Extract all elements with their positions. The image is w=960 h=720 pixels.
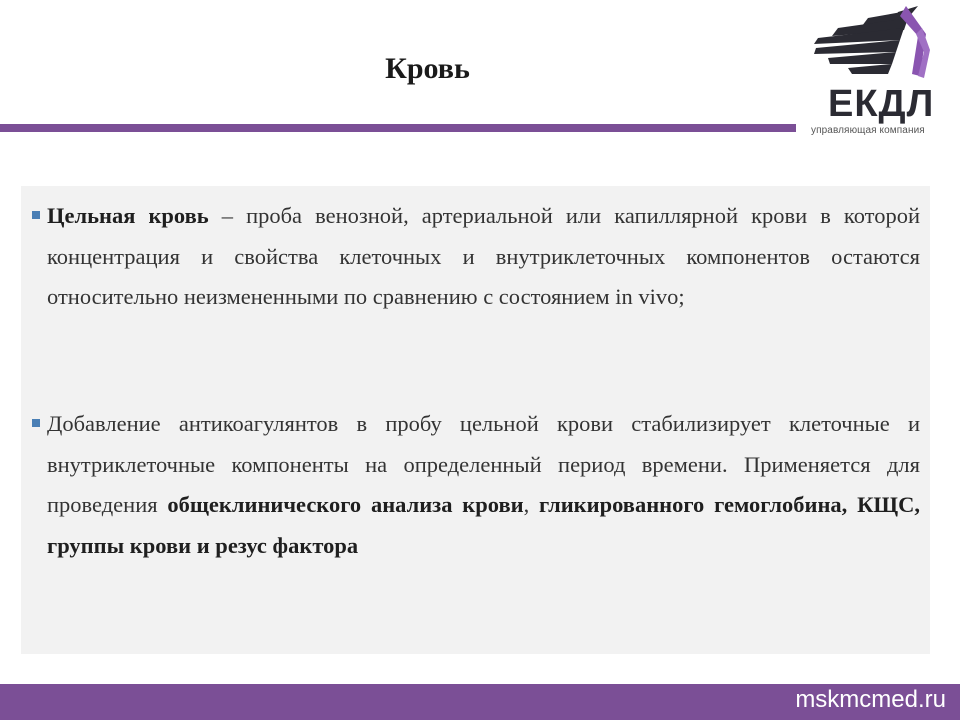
logo-caption: управляющая компания (811, 125, 925, 136)
bullet-item-whole-blood (47, 196, 920, 318)
footer-site-link[interactable]: mskmcmed.ru (795, 686, 946, 713)
title-underline (0, 124, 796, 132)
bullet-marker-icon (32, 419, 40, 427)
bullet-lead-term: Цельная кровь (47, 203, 209, 228)
bullet-text: Добавление антикоагулянтов в пробу цельной крови стабилизирует клеточные и внутриклеточные компоненты на определенный период времени. Применяется для проведения (47, 411, 920, 517)
bullet-emphasis: гликированного гемоглобина, КЩС, группы крови и резус фактора (47, 492, 920, 558)
logo-stripes-icon (814, 6, 930, 78)
bullet-emphasis: общеклинического анализа крови (167, 492, 524, 517)
bullet-item-anticoagulants (47, 404, 920, 566)
bullet-marker-icon (32, 211, 40, 219)
bullet-separator: , (523, 492, 540, 517)
company-logo (808, 4, 954, 142)
bullet-text: – проба венозной, артериальной или капиллярной крови в которой концентрация и свойства клеточных и внутриклеточных компонентов остаются относительно неизмененными по сравнению с состоянием in vivo; (47, 203, 920, 309)
logo-wordmark: ЕКДЛ (828, 83, 935, 125)
slide-title: Кровь (385, 52, 470, 85)
